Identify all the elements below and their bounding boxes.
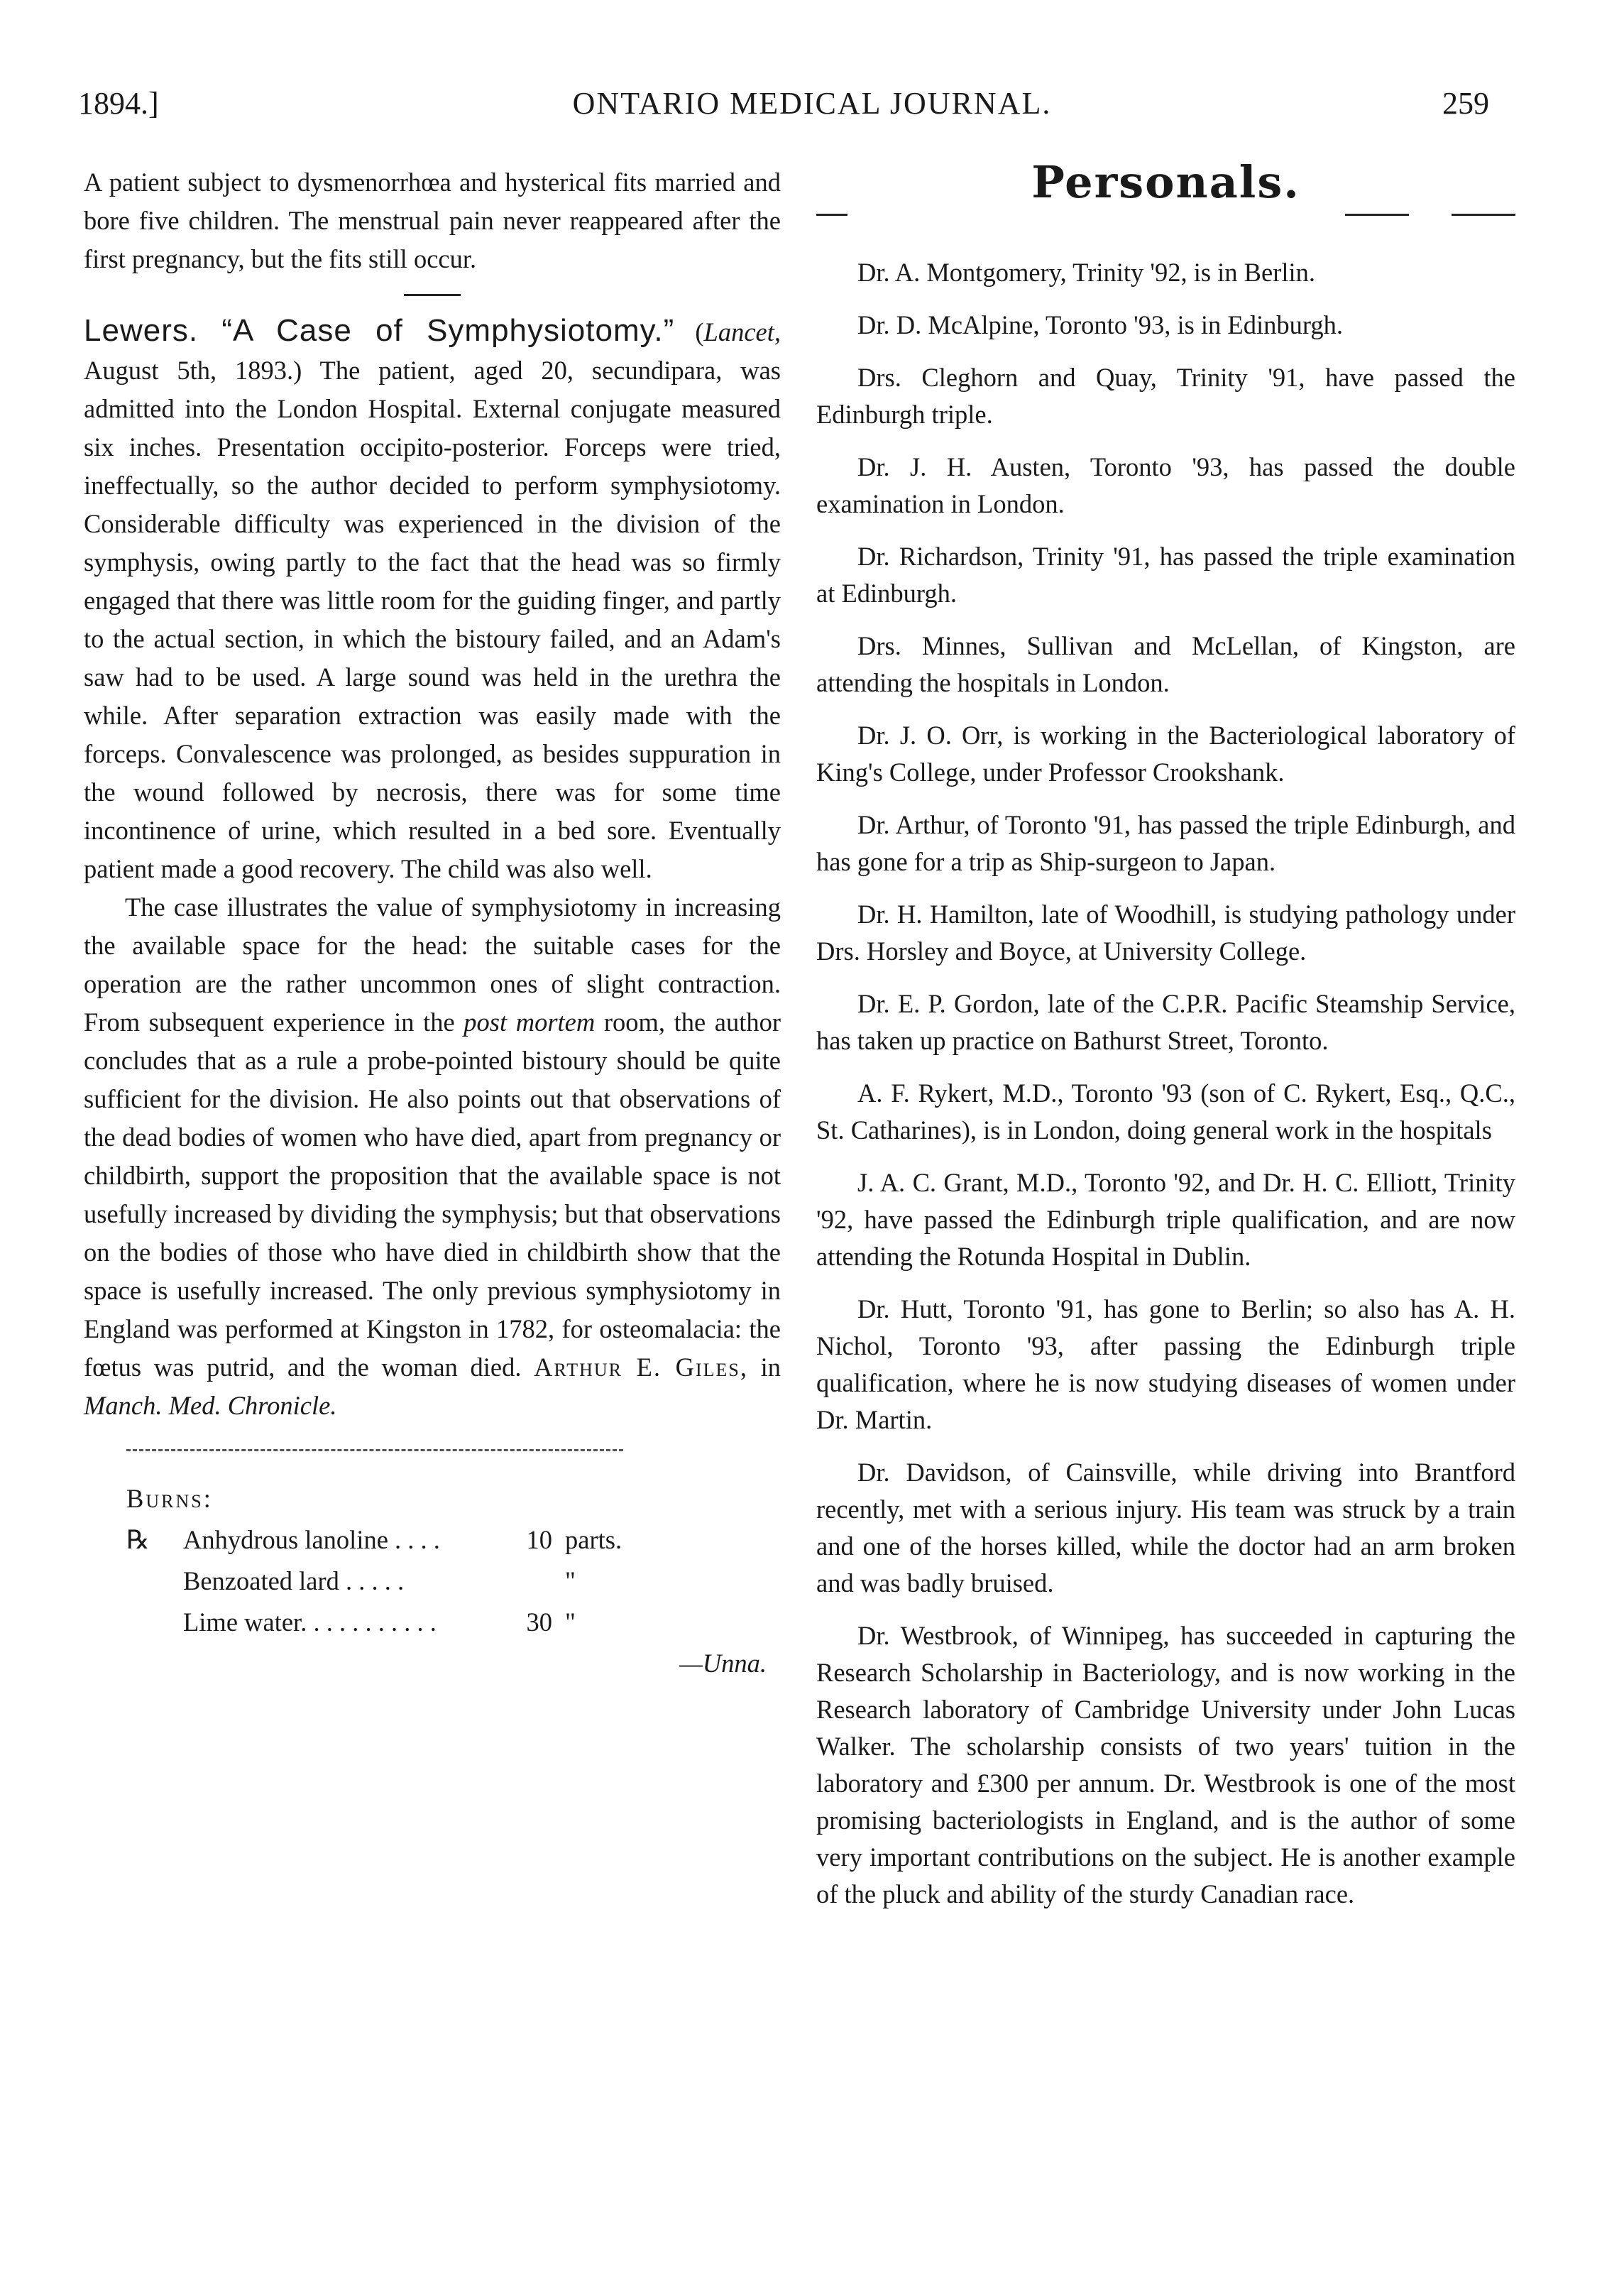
prescription-row <box>126 1562 781 1603</box>
source-journal: Manch. Med. Chronicle. <box>84 1391 337 1420</box>
dashed-divider <box>126 1449 623 1451</box>
ingredient-unit: parts. <box>565 1525 622 1554</box>
ingredient-name: Lime water. . . . . . . . . . . <box>183 1607 437 1637</box>
personal-item: Dr. Westbrook, of Winnipeg, has succeeded in capturing the Research Scholarship in Bacteriology, and is now working in the Research laboratory of Cambridge University under John Lucas Walker. The scholarship consists of two years' tuition in the laboratory and £300 per annum. Dr. Westbrook is one of the most promising bacteriologists in England, and is the author of some very important contributions on the subject. He is another example of the pluck and ability of the sturdy Canadian race. <box>816 1621 1515 1908</box>
right-column <box>816 156 1515 1928</box>
personal-item: J. A. C. Grant, M.D., Toronto '92, and Dr. H. C. Elliott, Trinity '92, have passed the Edinburgh triple qualification, and are now attending the Rotunda Hospital in Dublin. <box>816 1168 1515 1271</box>
burns-prescription <box>126 1480 781 1683</box>
personal-item: Dr. Davidson, of Cainsville, while driving into Brantford recently, met with a serious injury. His team was struck by a train and one of the horses killed, while the doctor had an arm broken and was badly bruised. <box>816 1458 1515 1598</box>
prescription-row <box>126 1603 781 1644</box>
page-number: 259 <box>1442 86 1489 121</box>
personal-item: Dr. J. O. Orr, is working in the Bacteriological laboratory of King's College, under Professor Crookshank. <box>816 721 1515 787</box>
personal-item: A. F. Rykert, M.D., Toronto '93 (son of C. Rykert, Esq., Q.C., St. Catharines), is in London, doing general work in the hospitals <box>816 1078 1515 1145</box>
ingredient-qty: 30 <box>526 1607 552 1637</box>
ingredient-qty: 10 <box>526 1525 552 1554</box>
personal-item: Dr. J. H. Austen, Toronto '93, has passed the double examination in London. <box>816 452 1515 518</box>
lewers-paragraph: Lewers. “A Case of Symphysiotomy.” (Lancet, August 5th, 1893.) The patient, aged 20, secundipara, was admitted into the London Hospital. External conjugate measured six inches. Presentation occipito-posterior. Forceps were tried, ineffectually, so the author decided to perform symphysiotomy. Considerable difficulty was experienced in the division of the symphysis, owing partly to the fact that the head was so firmly engaged that there was little room for the guiding finger, and partly to the actual section, in which the bistoury failed, and an Adam's saw had to be used. A large sound was held in the urethra the while. After separation extraction was easily made with the forceps. Convalescence was prolonged, as besides suppuration in the wound followed by necrosis, there was for some time incontinence of urine, which resulted in a bed sore. Eventually patient made a good recovery. The child was also well. <box>84 313 781 883</box>
commentary-part2: room, the author concludes that as a rule a probe-pointed bistoury should be quite sufficient for the division. He also points out that observations of the dead bodies of women who have died, apart from pregnancy or childbirth, support the proposition that the available space is not usefully increased by dividing the symphysis; but that observations on the bodies of those who have died in childbirth show that the space is usefully increased. The only previous symphysiotomy in England was performed at Kingston in 1782, for osteomalacia: the fœtus was putrid, and the woman died. <box>84 1007 781 1382</box>
prescription-author: —Unna. <box>679 1649 767 1678</box>
section-divider <box>404 294 461 296</box>
ingredient-name: Benzoated lard . . . . . <box>183 1566 405 1595</box>
header-year: 1894.] <box>78 86 159 121</box>
intro-paragraph: A patient subject to dysmenorrhœa and hysterical fits married and bore five children. The menstrual pain never reappeared after the first pregnancy, but the fits still occur. <box>84 168 781 273</box>
personal-item: Drs. Cleghorn and Quay, Trinity '91, have passed the Edinburgh triple. <box>816 363 1515 429</box>
source-prefix: in <box>748 1353 781 1382</box>
personal-item: Dr. Richardson, Trinity '91, has passed the triple examination at Edinburgh. <box>816 542 1515 608</box>
personal-item: Dr. Arthur, of Toronto '91, has passed the triple Edinburgh, and has gone for a trip as Ship-surgeon to Japan. <box>816 810 1515 876</box>
ingredient-unit: " <box>565 1607 576 1637</box>
personals-rule <box>816 206 1515 223</box>
page-header <box>0 85 1624 142</box>
personal-item: Dr. A. Montgomery, Trinity '92, is in Berlin. <box>857 258 1316 287</box>
prescription-row <box>126 1521 781 1562</box>
personal-item: Drs. Minnes, Sullivan and McLellan, of Kingston, are attending the hospitals in London. <box>816 631 1515 697</box>
commentary-part1: The case illustrates the value of symphysiotomy in increasing the available space for the head: the suitable cases for the operation are the rather uncommon ones of slight contraction. From subsequent experience in the <box>84 892 781 1037</box>
lewers-heading: Lewers. “A Case of Symphysiotomy.” <box>84 313 675 348</box>
commentary-paragraph <box>84 888 781 1425</box>
personal-item: Dr. E. P. Gordon, late of the C.P.R. Pacific Steamship Service, has taken up practice on Bathurst Street, Toronto. <box>816 989 1515 1055</box>
journal-title: ONTARIO MEDICAL JOURNAL. <box>572 86 1052 121</box>
personal-item: Dr. D. McAlpine, Toronto '93, is in Edinburgh. <box>857 310 1343 339</box>
recipe-symbol: ℞ <box>126 1525 150 1554</box>
personals-heading: Personals. <box>1031 156 1300 208</box>
lewers-body: August 5th, 1893.) The patient, aged 20, secundipara, was admitted into the London Hospital. External conjugate measured six inches. Presentation occipito-posterior. Forceps were tried, ineffectually, so the author decided to perform symphysiotomy. Considerable difficulty was experienced in the division of the symphysis, owing partly to the fact that the head was so firmly engaged that there was little room for the guiding finger, and partly to the actual section, in which the bistoury failed, and an Adam's saw had to be used. A large sound was held in the urethra the while. After separation extraction was easily made with the forceps. Convalescence was prolonged, as besides suppuration in the wound followed by necrosis, there was for some time incontinence of urine, which resulted in a bed sore. Eventually patient made a good recovery. The child was also well. <box>84 356 781 883</box>
author-name: Arthur E. Giles, <box>534 1353 748 1382</box>
ingredient-unit: " <box>565 1566 576 1595</box>
personal-item: Dr. H. Hamilton, late of Woodhill, is studying pathology under Drs. Horsley and Boyce, at University College. <box>816 900 1515 966</box>
personal-item: Dr. Hutt, Toronto '91, has gone to Berlin; so also has A. H. Nichol, Toronto '93, after passing the Edinburgh triple qualification, where he is now studying diseases of women under Dr. Martin. <box>816 1294 1515 1434</box>
prescription-title: Burns: <box>126 1484 213 1513</box>
post-mortem-term: post mortem <box>463 1007 596 1037</box>
left-column <box>84 163 781 1683</box>
personals-list <box>816 254 1515 1913</box>
ingredient-name: Anhydrous lanoline . . . . <box>183 1525 440 1554</box>
lancet-citation: Lancet, <box>703 317 781 346</box>
